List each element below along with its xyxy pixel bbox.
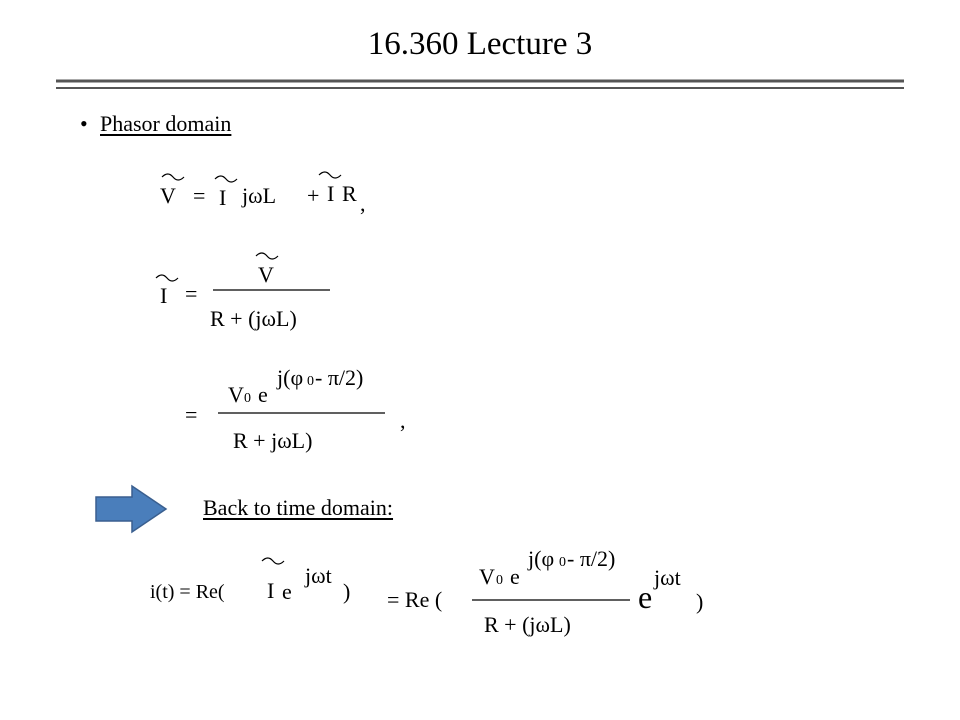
exp-base: e: [258, 382, 268, 407]
exponent-subscript: 0: [307, 374, 314, 389]
denominator: R + (jωL): [210, 306, 297, 331]
bullet: •: [80, 111, 88, 136]
exponent-subscript: 0: [559, 555, 566, 570]
tilde-mark: [319, 172, 341, 178]
comma: ,: [400, 408, 406, 433]
resistance-term: R: [342, 181, 357, 206]
exponent-prefix: j(φ: [277, 365, 304, 390]
tilde-mark: [162, 174, 184, 180]
exponent: jωt: [654, 565, 681, 590]
amplitude-subscript: 0: [496, 573, 503, 588]
comma: ,: [360, 191, 366, 216]
phasor-i: I: [160, 283, 168, 308]
exp-base-large: e: [638, 579, 653, 615]
amplitude-v: V: [479, 564, 495, 589]
exp-base: e: [282, 579, 292, 604]
phasor-v: V: [258, 262, 274, 287]
current-lhs: i(t) = Re(: [150, 581, 225, 603]
tilde-mark: [156, 275, 178, 281]
amplitude-v: V: [228, 382, 244, 407]
tilde-mark: [256, 253, 278, 259]
equals-sign: =: [185, 281, 198, 306]
amplitude-subscript: 0: [244, 391, 251, 406]
tilde-mark: [262, 558, 284, 564]
phasor-v: V: [160, 183, 176, 208]
exponent-prefix: j(φ: [528, 546, 555, 571]
close-paren: ): [343, 579, 351, 604]
real-part-open: = Re (: [387, 587, 443, 612]
section-heading: Phasor domain: [100, 111, 232, 136]
impedance-term: jωL: [242, 183, 277, 208]
close-paren: ): [696, 589, 704, 614]
exponent: jωt: [305, 563, 332, 588]
tilde-mark: [215, 176, 237, 182]
denominator: R + (jωL): [484, 612, 571, 637]
denominator: R + jωL): [233, 428, 313, 453]
exponent-suffix: - π/2): [315, 365, 364, 390]
exp-base: e: [510, 564, 520, 589]
phasor-i: I: [327, 181, 335, 206]
exponent-suffix: - π/2): [567, 546, 616, 571]
back-to-time-label: Back to time domain:: [203, 495, 394, 520]
equals-sign: =: [193, 183, 206, 208]
slide-title: 16.360 Lecture 3: [367, 26, 593, 62]
phasor-i: I: [219, 185, 227, 210]
phasor-i: I: [267, 578, 275, 603]
right-arrow-icon: [96, 486, 166, 532]
plus-sign: +: [307, 183, 320, 208]
equals-sign: =: [185, 402, 198, 427]
